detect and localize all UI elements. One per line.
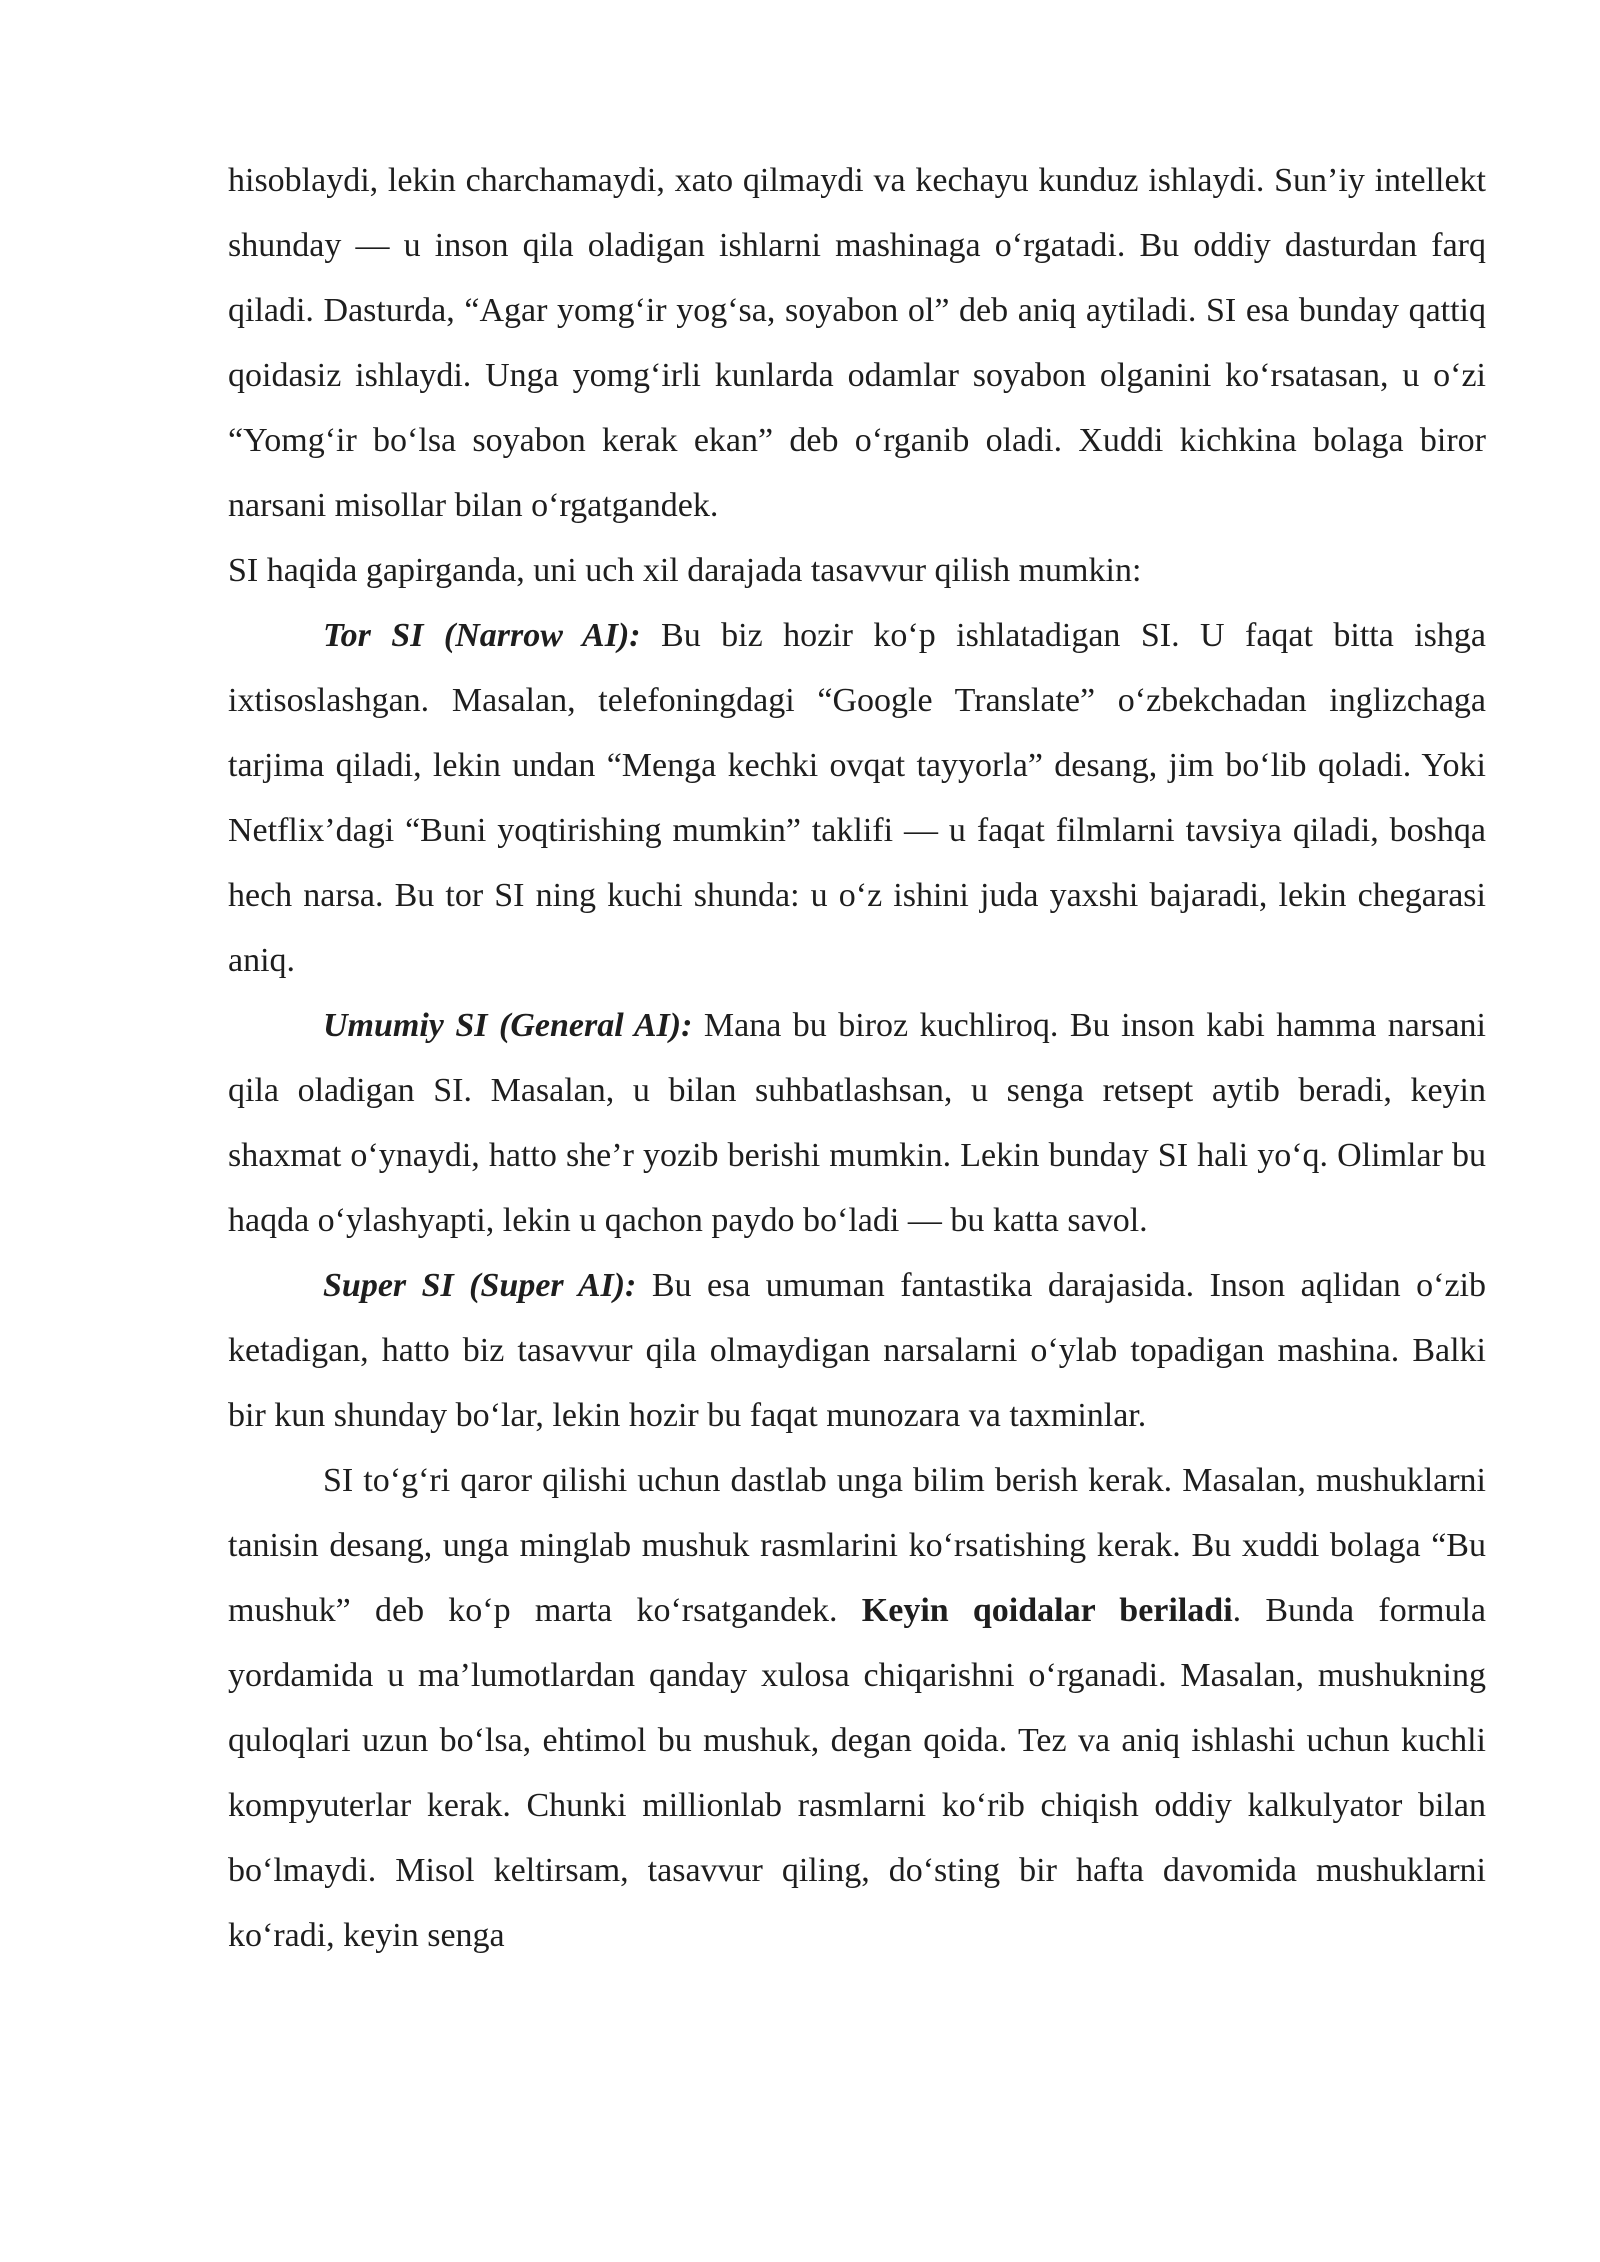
paragraph-narrow-ai bbox=[228, 603, 1486, 993]
training-text-after: . Bunda formula yordamida u ma’lumotlardan qanday xulosa chiqarishni o‘rganadi. Masalan, mushukning quloqlari uzun bo‘lsa, ehtimol bu mushuk, degan qoida. Tez va aniq ishlashi uchun kuchli kompyuterlar kerak. Chunki millionlab rasmlarni ko‘rib chiqish oddiy kalkulyator bilan bo‘lmaydi. Misol keltirsam, tasavvur qiling, do‘sting bir hafta davomida mushuklarni ko‘radi, keyin senga bbox=[228, 1592, 1486, 1954]
paragraph-super-ai bbox=[228, 1253, 1486, 1448]
narrow-ai-text: Bu biz hozir ko‘p ishlatadigan SI. U faqat bitta ishga ixtisoslashgan. Masalan, telefoningdagi “Google Translate” o‘zbekchadan inglizchaga tarjima qiladi, lekin undan “Menga kechki ovqat tayyorla” desang, jim bo‘lib qoladi. Yoki Netflix’dagi “Buni yoqtirishing mumkin” taklifi — u faqat filmlarni tavsiya qiladi, boshqa hech narsa. Bu tor SI ning kuchi shunda: u o‘z ishini juda yaxshi bajaradi, lekin chegarasi aniq. bbox=[228, 617, 1486, 979]
training-text-before: SI to‘g‘ri qaror qilishi uchun dastlab unga bilim berish kerak. Masalan, mushuklarni tanisin desang, unga minglab mushuk rasmlarini ko‘rsatishing kerak. Bu xuddi bolaga “Bu mushuk” deb ko‘p marta ko‘rsatgandek. bbox=[228, 1462, 1486, 1629]
term-super-ai: Super SI (Super AI): bbox=[323, 1267, 637, 1304]
super-ai-text: Bu esa umuman fantastika darajasida. Inson aqlidan o‘zib ketadigan, hatto biz tasavvur qila olmaydigan narsalarni o‘ylab topadigan mashina. Balki bir kun shunday bo‘lar, lekin hozir bu faqat munozara va taxminlar. bbox=[228, 1267, 1486, 1434]
document-page bbox=[228, 148, 1486, 1968]
general-ai-text: Mana bu biroz kuchliroq. Bu inson kabi hamma narsani qila oladigan SI. Masalan, u bilan suhbatlashsan, u senga retsept aytib beradi, keyin shaxmat o‘ynaydi, hatto she’r yozib berishi mumkin. Lekin bunday SI hali yo‘q. Olimlar bu haqda o‘ylashyapti, lekin u qachon paydo bo‘ladi — bu katta savol. bbox=[228, 1007, 1486, 1239]
paragraph-general-ai bbox=[228, 993, 1486, 1253]
bold-rules-phrase: Keyin qoidalar beriladi bbox=[861, 1592, 1233, 1629]
term-narrow-ai: Tor SI (Narrow AI): bbox=[323, 617, 641, 654]
paragraph-training bbox=[228, 1448, 1486, 1968]
term-general-ai: Umumiy SI (General AI): bbox=[323, 1007, 693, 1044]
paragraph-levels-intro: SI haqida gapirganda, uni uch xil darajada tasavvur qilish mumkin: bbox=[228, 552, 1142, 589]
paragraph-intro: hisoblaydi, lekin charchamaydi, xato qilmaydi va kechayu kunduz ishlaydi. Sun’iy intellekt shunday — u inson qila oladigan ishlarni mashinaga o‘rgatadi. Bu oddiy dasturdan farq qiladi. Dasturda, “Agar yomg‘ir yog‘sa, soyabon ol” deb aniq aytiladi. SI esa bunday qattiq qoidasiz ishlaydi. Unga yomg‘irli kunlarda odamlar soyabon olganini ko‘rsatasan, u o‘zi “Yomg‘ir bo‘lsa soyabon kerak ekan” deb o‘rganib oladi. Xuddi kichkina bolaga biror narsani misollar bilan o‘rgatgandek. bbox=[228, 162, 1486, 524]
